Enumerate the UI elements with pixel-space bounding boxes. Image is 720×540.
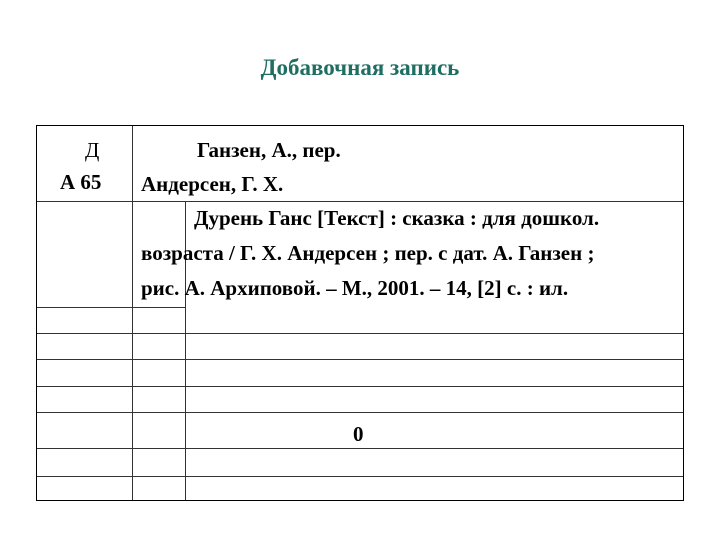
card-number: 0 <box>353 422 364 446</box>
main-entry-heading: Андерсен, Г. Х. <box>141 172 284 196</box>
classification-index: Д <box>85 138 100 162</box>
card-rule-line <box>37 201 683 202</box>
card-rule-line <box>37 476 683 477</box>
added-entry-heading: Ганзен, А., пер. <box>197 138 341 162</box>
catalog-card <box>36 125 684 501</box>
page-title: Добавочная запись <box>260 55 460 80</box>
author-sign: А 65 <box>60 170 102 194</box>
description-line: Дурень Ганс [Текст] : сказка : для дошкол. <box>194 206 600 230</box>
card-vertical-rule-1 <box>132 126 133 500</box>
card-rule-line <box>37 386 683 387</box>
card-rule-line <box>37 333 683 334</box>
description-line: рис. А. Архиповой. – М., 2001. – 14, [2] с. : ил. <box>141 276 569 300</box>
card-rule-line <box>37 448 683 449</box>
card-rule-line <box>37 412 683 413</box>
description-line: возраста / Г. Х. Андерсен ; пер. с дат. А. Ганзен ; <box>141 241 595 265</box>
card-rule-line <box>37 359 683 360</box>
